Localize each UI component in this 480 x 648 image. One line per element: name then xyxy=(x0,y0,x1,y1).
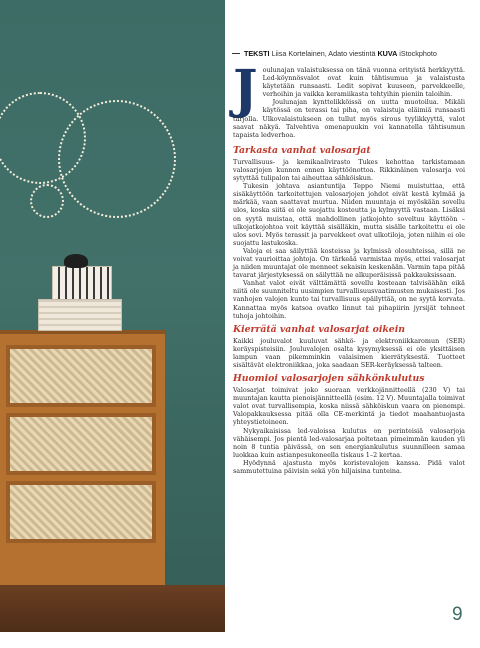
body-paragraph: Nykyaikaisissa led-valoissa kulutus on perinteisiä valosarjoja vähäisempi. Jos pientä led-valosarjaa poltetaan pimeimmän kauden yli noin 8 tuntia päivässä, on sen energiankulutus suunnilleen samaa luokkaa kuin astianpesukoneella tiskaus 1–2 kertaa. xyxy=(233,426,465,459)
intro-paragraph: oulunajan valaistuksessa on tänä vuonna erityistä herkkyyttä. Led-köynnösvalot ovat kuin tähtisumua ja valaistusta käytetään runsaasti. Ledit sopivat kuuseen, parvekkeelle, verhoihin ja vaikka keramiikasta tehtyihin pieniin taloihin. xyxy=(262,66,465,99)
article-body xyxy=(233,59,465,476)
body-paragraph: Kaikki jouluvalot kuuluvat sähkö- ja elektroniikkaromun (SER) keräyspisteisiin. Jouluvalojen osalta kysymyksessä ei ole yksittäisen lampun vaan pikemminkin valaisimen kierrätyksestä. Tuotteet sisältävät elektroniikkaa, joka saadaan SER-keräyksessä talteen. xyxy=(233,336,465,369)
article-photo xyxy=(0,0,225,632)
body-paragraph: Vanhat valot eivät välttämättä sovellu kosteaan talvisäähän eikä niitä ole suunniteltu uusimpien turvallisuusvaatimusten mukaisesti. Jos vanhojen valojen kunto tai turvallisuus epäilyttää, on ne syytä korvata. Kannattaa myös katsoa ovatko linnut tai pihapiirin jyrsijät tehneet tuhoja johtoihin. xyxy=(233,279,465,320)
gift-bow xyxy=(64,254,88,268)
dresser-drawer xyxy=(6,413,156,475)
section-heading: Tarkasta vanhat valosarjat xyxy=(233,144,371,156)
kuva-label: KUVA xyxy=(377,49,398,58)
body-paragraph: Tukesin johtava asiantuntija Teppo Niemi muistuttaa, että sisäkäyttöön tarkoitettujen valosarjojen johdot eivät kestä kylmää ja märkää, vaan saattavat murtua. Niiden muuntaja ei myöskään sovellu ulos, koska siitä ei ole suojattu kosteutta ja kylmyyttä vastaan. Lisäksi on syytä muistaa, että mahdollinen jatkojohto soveltuu käyttöön – ulkojatkojohtoa voit käyttää sisälläkin, mutta sisälle tarkoitettu ei ole ulos sovi. Myös terassit ja parvekkeet ovat ulkotiloja, joten niihin ei ole suojattu lastukoska. xyxy=(233,182,465,247)
drop-cap: J xyxy=(233,59,258,120)
dresser-drawer xyxy=(6,345,156,407)
wooden-floor xyxy=(0,585,225,632)
credits-header xyxy=(232,47,472,61)
intro-paragraph: Joulunajan kynttelikköissä on uutta muotoilua. Mikäli käytössä on terassi tai piha, on valaistuja eläimiä runsaasti tarjolla. Ulkovalaistukseen on tullut myös sirous tyylikkyyttä, valot saavat näkyä. Talvehtiva omenapuukin voi kannatella tähtisumun tapaista ledverhoa. xyxy=(233,98,465,139)
author-name: Liisa Kortelainen, Adato viestintä xyxy=(271,49,376,58)
photo-credit: iStockphoto xyxy=(399,49,437,58)
section-heading: Huomioi valosarjojen sähkönkulutus xyxy=(233,373,425,385)
teksti-label: TEKSTI xyxy=(244,49,270,58)
dresser-drawer xyxy=(6,481,156,543)
body-paragraph: Valoja ei saa säilyttää kosteissa ja kylmissä olosuhteissa, sillä ne voivat vaurioittaa johtoja. On tärkeää varmistaa myös, ettei valosarjat ja niiden muuntajat ole menneet sekaisin keskenään. Varmin tapa pitää tavarat järjestyksessä on säilyttää ne alkuperäisissä pakkauksissaan. xyxy=(233,246,465,280)
body-paragraph: Valosarjat toimivat joko suoraan verkkojännitteellä (230 V) tai muuntajan kautta pienoisjännitteellä (esim. 12 V). Muuntajalla toimivat valot ovat turvallisempia, koska niissä sähköiskun vaara on pienempi. Valopakkauksessa pitää olla CE-merkintä ja tiedot maahantuojasta yhteystietoineen. xyxy=(233,386,465,427)
gift-box xyxy=(52,266,112,300)
header-rule xyxy=(232,53,240,54)
light-wreath xyxy=(30,184,64,218)
section-heading: Kierrätä vanhat valosarjat oikein xyxy=(233,323,406,335)
gift-box xyxy=(38,299,122,331)
body-paragraph: Hyödynnä ajastusta myös koristevalojen kanssa. Pidä valot sammutettuina päivisin sekä yön hiljaisina tunteina. xyxy=(233,458,465,476)
credits-line xyxy=(244,47,437,61)
light-wreath xyxy=(58,100,176,218)
page-number: 9 xyxy=(452,604,463,625)
body-paragraph: Turvallisuus- ja kemikaalivirasto Tukes kehottaa tarkistamaan valosarjojen kunnon ennen käyttöönottoa. Rikkinäinen valosarja voi sytyttää tulipalon tai aiheuttaa sähköiskun. xyxy=(233,157,465,183)
